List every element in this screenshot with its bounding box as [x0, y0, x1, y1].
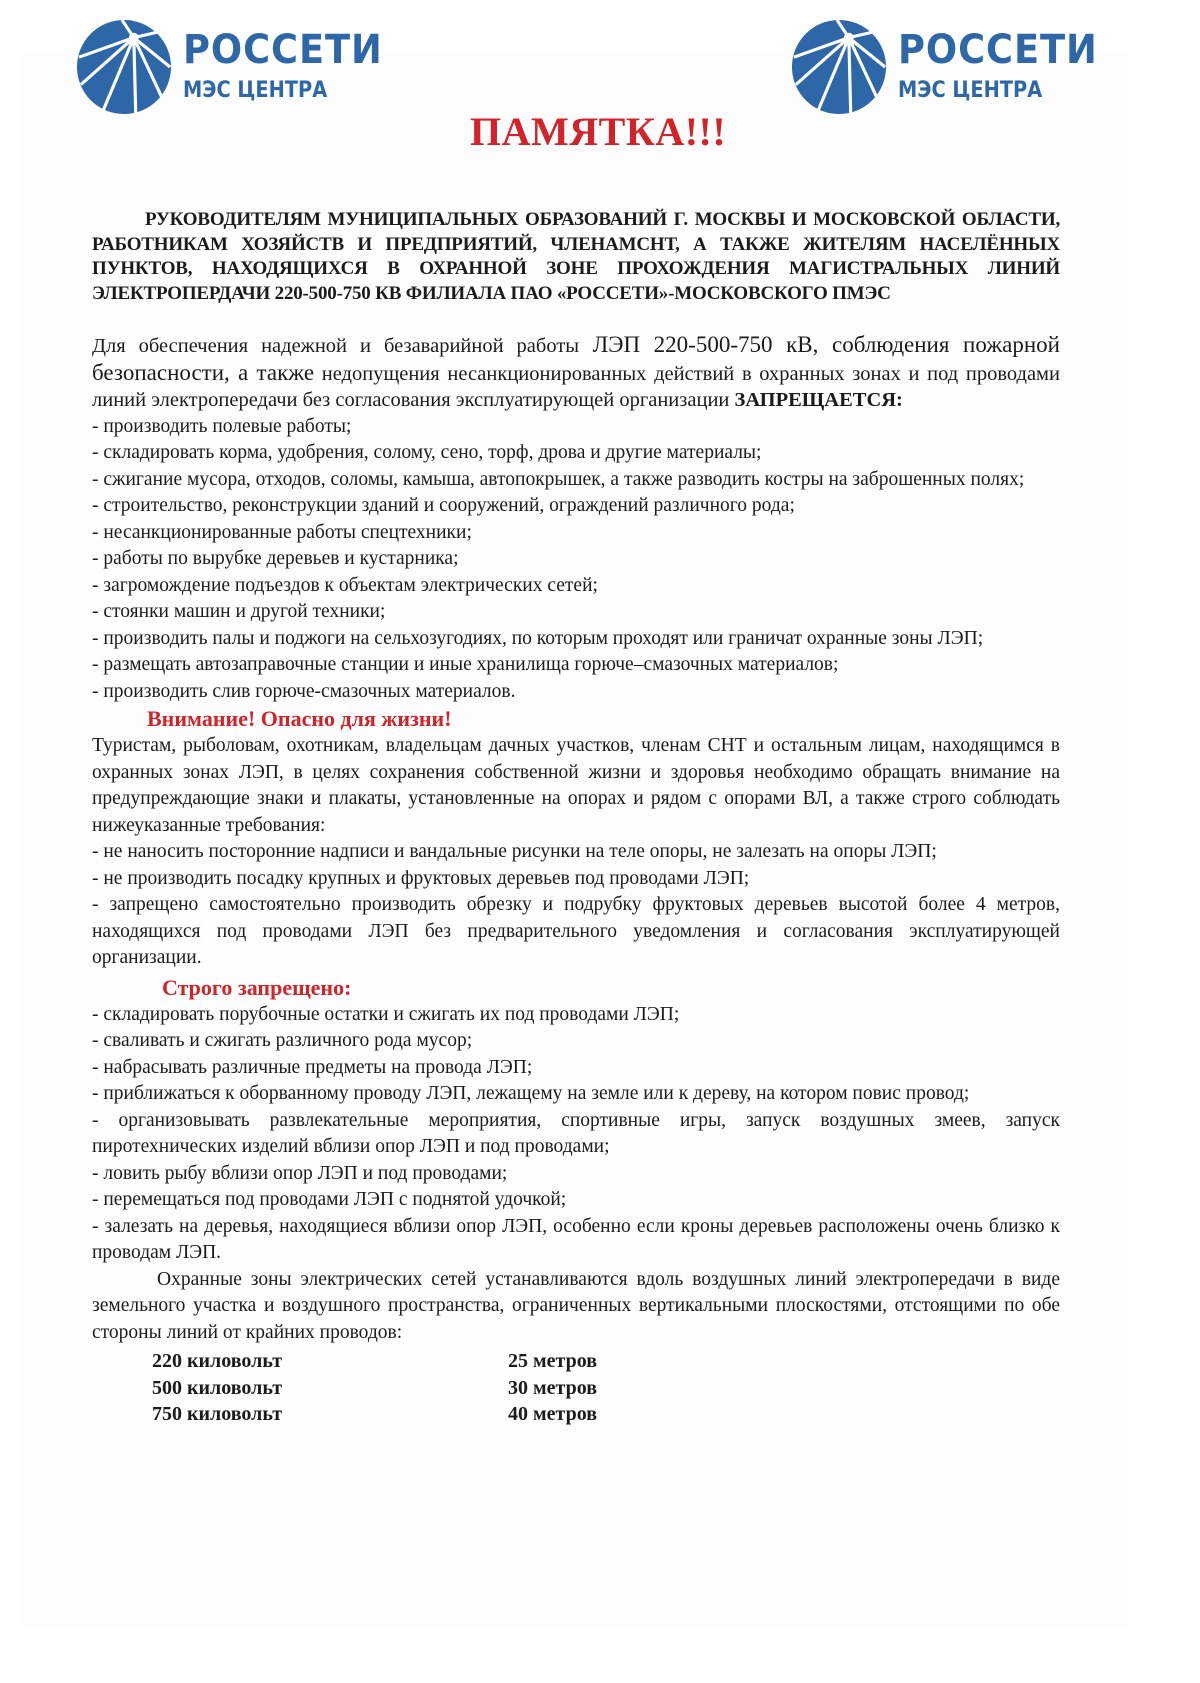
- rosseti-globe-icon: [75, 18, 173, 116]
- intro-part1: Для обеспечения надежной и безаварийной работы: [92, 335, 580, 357]
- attention-heading: Внимание! Опасно для жизни!: [147, 706, 452, 731]
- logo-name: РОССЕТИ: [183, 27, 383, 73]
- list-item: - залезать на деревья, находящиеся вблизи опор ЛЭП, особенно если кроны деревьев расположены очень близко к проводам ЛЭП.: [92, 1215, 1060, 1263]
- zones-paragraph: Охранные зоны электрических сетей устанавливаются вдоль воздушных линий электропередачи в виде земельного участка и воздушного пространства, ограниченных вертикальными плоскостями, отстоящими по обе стороны линий от крайних проводов:: [92, 1268, 1060, 1343]
- attention-paragraph: Туристам, рыболовам, охотникам, владельцам дачных участков, членам СНТ и остальным лицам, находящимся в охранных зонах ЛЭП, в целях сохранения собственной жизни и здоровья необходимо обращать внимание на предупреждающие знаки и плакаты, установленные на опорах и рядом с опорами ВЛ, а также строго соблюдать нижеуказанные требования:: [92, 735, 1060, 836]
- addressee-text: РУКОВОДИТЕЛЯМ МУНИЦИПАЛЬНЫХ ОБРАЗОВАНИЙ Г. МОСКВЫ И МОСКОВСКОЙ ОБЛАСТИ, РАБОТНИКАМ ХОЗЯЙСТВ И ПРЕДПРИЯТИЙ, ЧЛЕНАМСНТ, А ТАКЖЕ ЖИТЕЛЯМ НАСЕЛЁННЫХ ПУНКТОВ, НАХОДЯЩИХСЯ В ОХРАННОЙ ЗОНЕ ПРОХОЖДЕНИЯ МАГИСТРАЛЬНЫХ ЛИНИЙ ЭЛЕКТРОПЕРДАЧИ 220-500-750 КВ ФИЛИАЛА ПАО «РОССЕТИ»-МОСКОВСКОГО ПМЭС: [92, 209, 1060, 304]
- addressee-block: [92, 208, 1060, 306]
- logo-subtitle: МЭС ЦЕНТРА: [898, 78, 1043, 103]
- list-item: - не производить посадку крупных и фруктовых деревьев под проводами ЛЭП;: [92, 867, 750, 889]
- memo-body: [92, 208, 1060, 1428]
- list-item: - не наносить посторонние надписи и вандальные рисунки на теле опоры, не залезать на опоры ЛЭП;: [92, 841, 937, 862]
- rosseti-globe-icon: [790, 18, 888, 116]
- list-item: - складировать порубочные остатки и сжигать их под проводами ЛЭП;: [92, 1003, 680, 1025]
- logo-subtitle: МЭС ЦЕНТРА: [183, 78, 328, 103]
- list-item: - перемещаться под проводами ЛЭП с поднятой удочкой;: [92, 1189, 567, 1210]
- list-item: - стоянки машин и другой техники;: [92, 601, 386, 622]
- list-item: - сваливать и сжигать различного рода мусор;: [92, 1030, 473, 1051]
- zone-voltage: 220 киловольт: [152, 1350, 283, 1372]
- prohibited-label: ЗАПРЕЩАЕТСЯ:: [734, 389, 903, 411]
- list-item: - несанкционированные работы спецтехники;: [92, 521, 472, 543]
- prohibited-list: [92, 414, 1060, 706]
- list-item: - работы по вырубке деревьев и кустарника;: [92, 548, 459, 569]
- list-item: - запрещено самостоятельно производить обрезку и подрубку фруктовых деревьев высотой более 4 метров, находящихся под проводами ЛЭП без предварительного уведомления и согласования эксплуатирующей организации.: [92, 894, 1060, 968]
- zone-row: [92, 1401, 1060, 1428]
- intro-paragraph: [92, 332, 1060, 414]
- zone-distance: 40 метров: [508, 1403, 597, 1425]
- list-item: - организовывать развлекательные мероприятия, спортивные игры, запуск воздушных змеев, запуск пиротехнических изделий вблизи опор ЛЭП и под проводами;: [92, 1109, 1060, 1157]
- list-item: - набрасывать различные предметы на провода ЛЭП;: [92, 1056, 533, 1078]
- rosseti-logo-left: [75, 18, 400, 116]
- zone-voltage: 500 киловольт: [152, 1376, 283, 1399]
- zone-row: [92, 1375, 1060, 1402]
- list-item: - сжигание мусора, отходов, соломы, камыша, автопокрышек, а также разводить костры на заброшенных полях;: [92, 468, 1025, 490]
- zone-distance: 30 метров: [508, 1376, 597, 1399]
- intro-part2: ЛЭП 220-500-750 кВ, соблюдения пожарной безопасности, а также: [92, 332, 1060, 385]
- list-item: - производить полевые работы;: [92, 415, 352, 437]
- list-item: - производить слив горюче-смазочных материалов.: [92, 680, 516, 702]
- header: [0, 0, 1200, 154]
- list-item: - производить палы и поджоги на сельхозугодиях, по которым проходят или граничат охранные зоны ЛЭП;: [92, 627, 984, 649]
- list-item: - загромождение подъездов к объектам электрических сетей;: [92, 574, 598, 596]
- list-item: - складировать корма, удобрения, солому, сено, торф, дрова и другие материалы;: [92, 442, 762, 463]
- list-item: - размещать автозаправочные станции и иные хранилища горюче–смазочных материалов;: [92, 654, 839, 675]
- zone-row: [92, 1348, 1060, 1375]
- logo-name: РОССЕТИ: [898, 27, 1098, 73]
- memo-title: ПАМЯТКА!!!: [470, 109, 727, 154]
- list-item: - строительство, реконструкции зданий и сооружений, ограждений различного рода;: [92, 495, 795, 516]
- zones-table: [92, 1348, 1060, 1428]
- list-item: - приближаться к оборванному проводу ЛЭП, лежащему на земле или к дереву, на котором повис провод;: [92, 1083, 970, 1104]
- zone-voltage: 750 киловольт: [152, 1403, 283, 1425]
- list-item: - ловить рыбу вблизи опор ЛЭП и под проводами;: [92, 1162, 508, 1184]
- attention-list: [92, 839, 1060, 972]
- intro-part3: недопущения несанкционированных действий в охранных зонах и под проводами линий электропередачи без согласования эксплуатирующей организации: [92, 362, 1060, 411]
- rosseti-logo-right: [790, 18, 1115, 116]
- strictly-prohibited-list: [92, 1002, 1060, 1267]
- zone-distance: 25 метров: [508, 1350, 597, 1372]
- strictly-prohibited-heading: Строго запрещено:: [162, 974, 352, 1000]
